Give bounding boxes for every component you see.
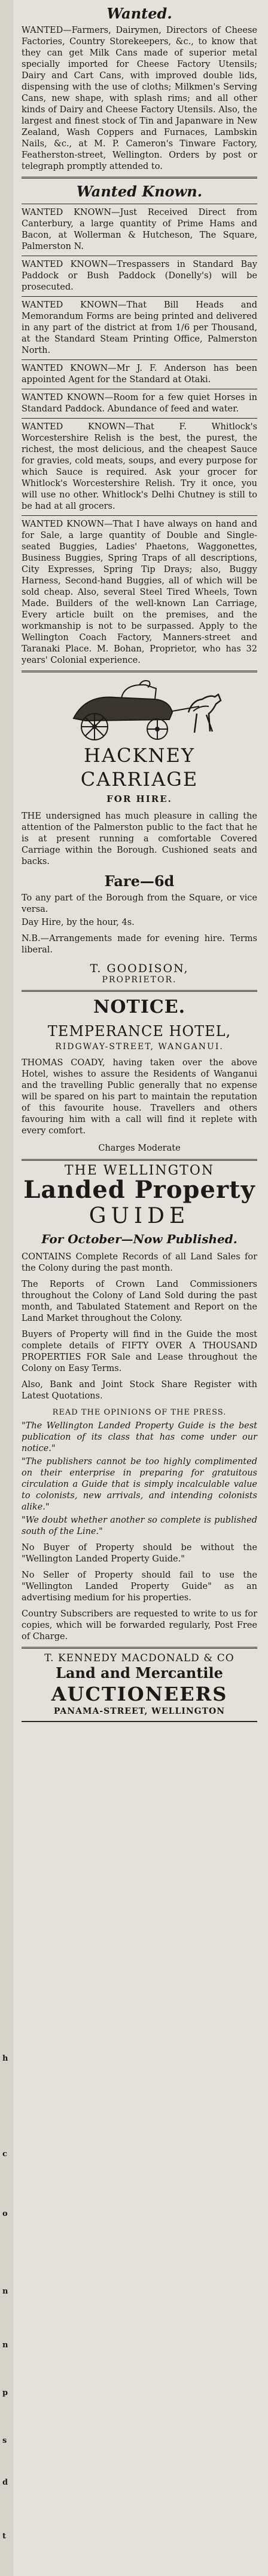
newspaper-column <box>14 0 263 2576</box>
ad-text: WANTED KNOWN—Mr J. F. Anderson has been appointed Agent for the Standard at Otaki. <box>22 364 257 385</box>
hotel-charges: Charges Moderate <box>98 1143 181 1153</box>
column-rule <box>22 1647 257 1649</box>
ad-trespassers <box>22 259 257 293</box>
press-opinions <box>22 1421 257 1538</box>
ad-text: WANTED KNOWN—That I have always on hand and for Sale, a large quantity of Double and Single-seated Buggies, Ladies' Phaetons, Waggonettes, Business Buggies, Spring Traps of all descriptions, City Expresses, Spring Tip Drays; also, Buggy Harness, Second-hand Buggies, all of which will be sold cheap. Also, several Steel Tired Wheels, Town Made. Builders of the well-known Lan Carriage, Every article built on the premises, and the workmanship is not to be surpassed. Apply to the Wellington Coach Factory, Manners-street and Taranaki Place. M. Bohan, Proprietor, who has 32 years' Colonial experience. <box>22 519 257 665</box>
ad-text: WANTED KNOWN—Room for a few quiet Horses in Standard Paddock. Abundance of feed and water. <box>22 393 257 414</box>
column-rule <box>22 990 257 992</box>
left-margin-fragments <box>0 0 13 2576</box>
ad-text: WANTED KNOWN—That F. Whitlock's Worcestershire Relish is the best, the purest, the richest, the most delicious, and the cheapest Sauce for gravies, cold meats, soups, and every purpose for which Sauce is required. Ask your grocer for Whitlock's Worcestershire Relish. Try it once, you will use no other. Whitlock's Delhi Chutney is still to be had at all grocers. <box>22 422 257 511</box>
ad-agent-otaki <box>22 363 257 386</box>
press-quote: "We doubt whether another so complete is published south of the Line." <box>22 1516 257 1536</box>
guide-closing-para: Country Subscribers are requested to write to us for copies, which will be forwarded regularly, Post Free of Charge. <box>22 1609 257 1641</box>
ad-whitlock-relish <box>22 422 257 512</box>
day-hire: Day Hire, by the hour, 4s. <box>22 918 135 927</box>
guide-body <box>22 1252 257 1402</box>
guide-para: CONTAINS Complete Records of all Land Sales for the Colony during the past month. <box>22 1252 257 1273</box>
firm-name: T. KENNEDY MACDONALD & CO <box>44 1652 234 1664</box>
section-heading-wanted: Wanted. <box>106 5 172 22</box>
ad-text: WANTED KNOWN—Just Received Direct from Canterbury, a large quantity of Prime Hams and Bacon, at Wollerman & Hutcheson, The Square, Palmerston N. <box>22 208 257 251</box>
ad-text: WANTED KNOWN—That Bill Heads and Memorandum Forms are being printed and delivered in any part of the district at from 1/6 per Thousand, at the Standard Steam Printing Office, Palmerston North. <box>22 300 257 355</box>
margin-letter: o <box>2 2209 8 2218</box>
column-rule <box>22 1721 257 1722</box>
ad-hams-bacon <box>22 207 257 253</box>
margin-letter: n <box>2 2287 8 2296</box>
guide-closing <box>22 1542 257 1643</box>
column-rule <box>22 418 257 419</box>
ad-horse-paddock <box>22 392 257 415</box>
firm-address: PANAMA-STREET, WELLINGTON <box>53 1707 226 1716</box>
ad-bill-heads <box>22 300 257 356</box>
guide-title: Landed Property <box>23 1176 255 1204</box>
hackney-body <box>22 811 257 868</box>
guide-word: GUIDE <box>89 1204 190 1228</box>
proprietor-name: T. GOODISON, <box>90 962 189 975</box>
column-rule <box>22 296 257 297</box>
guide-closing-para: No Seller of Property should fail to use the "Wellington Landed Property Guide" as an advertising medium for his properties. <box>22 1570 257 1603</box>
margin-letter: s <box>2 2436 7 2445</box>
column-rule <box>22 1159 257 1161</box>
ad-coach-factory <box>22 519 257 666</box>
press-quote: "The publishers cannot be too highly complimented on their enterprise in preparing for gratuitous circulation a Guide that is simply incalculable value to colonists, new arrivals, and intending colonists alike." <box>22 1457 257 1512</box>
ad-text: WANTED KNOWN—Trespassers in Standard Bay Paddock or Bush Paddock (Donelly's) will be prosecuted. <box>22 260 257 292</box>
fare-detail: To any part of the Borough from the Square, or vice versa. <box>22 893 257 914</box>
firm-line: Land and Mercantile <box>56 1664 223 1682</box>
ad-cameron-tinware <box>22 25 257 173</box>
guide-publisher-line: THE WELLINGTON <box>64 1163 215 1178</box>
margin-letter: t <box>2 2532 7 2541</box>
margin-letter: p <box>2 2389 8 2397</box>
ad-text: WANTED—Farmers, Dairymen, Directors of Cheese Factories, Country Storekeepers, &c., to know that they can get Milk Cans made of superior metal specially imported for Cheese Factory Utensils; Dairy and Cart Cans, with improved double lids, dispensing with the use of cloths; Milkmen's Serving Cans, new shape, with splash rims; and all other kinds of Dairy and Cheese Factory Utensils. Also, the largest and finest stock of Tin and Japanware in New Zealand, Wash Coppers and Furnaces, Lambskin Nails, &c., at M. P. Cameron's Tinware Factory, Featherston-street, Wellington. Orders by post or telegraph promptly attended to. <box>22 26 257 171</box>
ad-text: THOMAS COADY, having taken over the above Hotel, wishes to assure the Residents of Wanganui and the travelling Public generally that no expense will be spared on his part to maintain the reputation of this favourite house. Travellers and others favouring him with a call will find it replete with every comfort. <box>22 1058 257 1136</box>
column-rule <box>22 359 257 360</box>
column-rule <box>22 671 257 672</box>
column-rule <box>22 177 257 179</box>
hackney-subtitle: FOR HIRE. <box>106 794 172 804</box>
margin-letter: d <box>2 2478 8 2487</box>
notice-heading: NOTICE. <box>93 997 186 1018</box>
hackney-title: HACKNEY CARRIAGE <box>80 744 199 791</box>
margin-letter: h <box>2 2054 8 2063</box>
guide-issue: For October—Now Published. <box>41 1232 237 1246</box>
guide-para: The Reports of Crown Land Commissioners throughout the Colony of Land Sold during the past month, and Tabulated Statement and Report on the Land Market throughout the Colony. <box>22 1280 257 1323</box>
fare-heading: Fare—6d <box>104 872 175 890</box>
hotel-street: RIDGWAY-STREET, WANGANUI. <box>55 1042 224 1052</box>
section-heading-wanted-known: Wanted Known. <box>76 183 203 200</box>
hotel-body <box>22 1058 257 1137</box>
hotel-name: TEMPERANCE HOTEL, <box>47 1023 232 1040</box>
press-opinions-heading: READ THE OPINIONS OF THE PRESS. <box>52 1408 227 1417</box>
guide-para: Buyers of Property will find in the Guide the most complete details of FIFTY OVER A THOUSAND PROPERTIES FOR Sale and Lease throughout the Colony on Easy Terms. <box>22 1330 257 1373</box>
guide-closing-para: No Buyer of Property should be without the "Wellington Landed Property Guide." <box>22 1543 257 1564</box>
evening-note: N.B.—Arrangements made for evening hire. Terms liberal. <box>22 934 257 955</box>
firm-trade: AUCTIONEERS <box>51 1683 228 1705</box>
column-rule <box>22 515 257 516</box>
margin-letter: c <box>2 2150 7 2159</box>
press-quote: "The Wellington Landed Property Guide is the best publication of its class that has come under our notice." <box>22 1421 257 1453</box>
carriage-illustration <box>50 677 229 742</box>
ad-text: THE undersigned has much pleasure in calling the attention of the Palmerston public to the fact that he is at present running a comfortable Covered Carriage within the Borough. Cushioned seats and backs. <box>22 811 257 866</box>
guide-para: Also, Bank and Joint Stock Share Register with Latest Quotations. <box>22 1380 257 1401</box>
proprietor-role: PROPRIETOR. <box>102 975 177 985</box>
margin-letter: n <box>2 2341 8 2350</box>
fare-details <box>22 893 257 956</box>
